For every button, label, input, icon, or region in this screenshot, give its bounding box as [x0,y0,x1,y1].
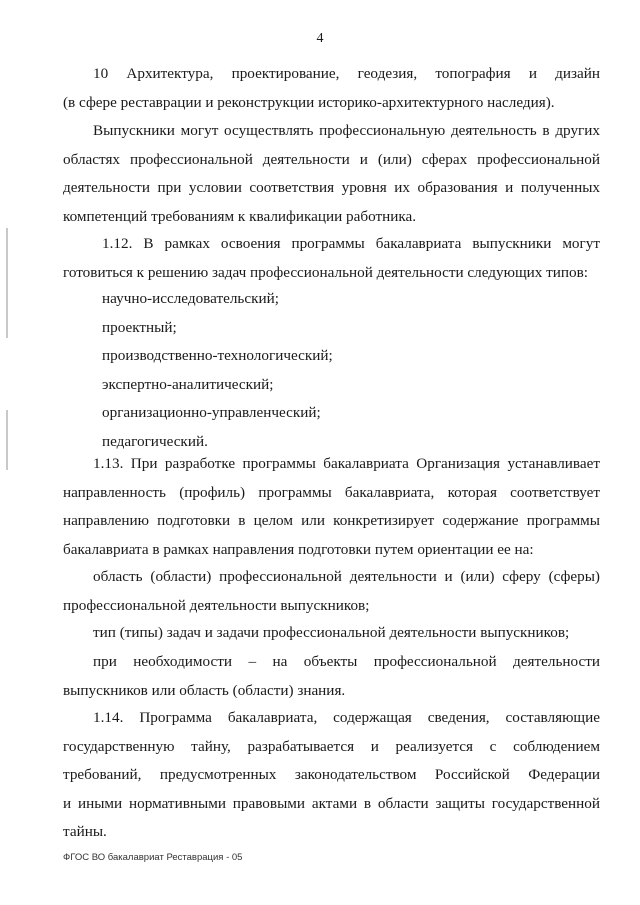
scan-edge-mark [6,410,8,470]
page-footer: ФГОС ВО бакалавриат Реставрация - 05 [63,852,243,863]
list-item: производственно-технологический; [102,347,333,365]
text-line: тип (типы) задач и задачи профессиональной деятельности выпускников; [93,624,570,641]
text-line: и иными нормативными правовыми актами в области защиты государственной [63,794,600,812]
text-line: профессиональной деятельности выпускников; [63,596,370,614]
text-line: 1.13. При разработке программы бакалавриата Организация устанавливает [93,455,600,472]
text-line: направлению подготовки в целом или конкретизирует содержание программы [63,512,600,530]
paragraph-graduates [63,117,600,231]
text-line: деятельности при условии соответствия уровня их образования и полученных [63,179,600,197]
text-line: Выпускники могут осуществлять профессиональную деятельность в других [93,122,600,139]
text-line: выпускников или область (области) знания. [63,681,346,699]
text-line: область (области) профессиональной деятельности и (или) сферу (сферы) [93,568,600,585]
list-item: организационно-управленческий; [102,404,321,422]
list-item: педагогический. [102,432,208,450]
text-line: 1.12. В рамках освоения программы бакалавриата выпускники могут [102,235,600,252]
list-item: проектный; [102,318,177,336]
text-line: тайны. [63,823,107,841]
text-line: государственную тайну, разрабатывается и реализуется с соблюдением [63,737,600,755]
text-line: 10 Архитектура, проектирование, геодезия, топография и дизайн [93,65,600,82]
text-line: направленность (профиль) программы бакалавриата, которая соответствует [63,483,600,501]
task-types-list [63,285,600,457]
paragraph-area [63,563,600,620]
text-line: требований, предусмотренных законодательством Российской Федерации [63,766,600,784]
page-number: 4 [316,31,324,46]
paragraph-1-14 [63,704,600,847]
text-line: при необходимости – на объекты профессиональной деятельности [93,653,600,670]
text-line: компетенций требованиям к квалификации работника. [63,207,417,225]
text-line: бакалавриата в рамках направления подготовки путем ориентации ее на: [63,540,534,558]
text-line: (в сфере реставрации и реконструкции историко-архитектурного наследия). [63,93,555,111]
list-item: экспертно-аналитический; [102,375,274,393]
paragraph-task-types [63,619,600,648]
paragraph-item-10 [63,60,600,117]
paragraph-objects [63,648,600,705]
text-line: 1.14. Программа бакалавриата, содержащая сведения, составляющие [93,709,600,726]
paragraph-1-12 [63,230,600,287]
list-item: научно-исследовательский; [102,290,279,307]
scan-edge-mark [6,228,8,338]
text-line: готовиться к решению задач профессиональной деятельности следующих типов: [63,263,589,281]
paragraph-1-13 [63,450,600,564]
text-line: областях профессиональной деятельности и (или) сферах профессиональной [63,150,600,168]
